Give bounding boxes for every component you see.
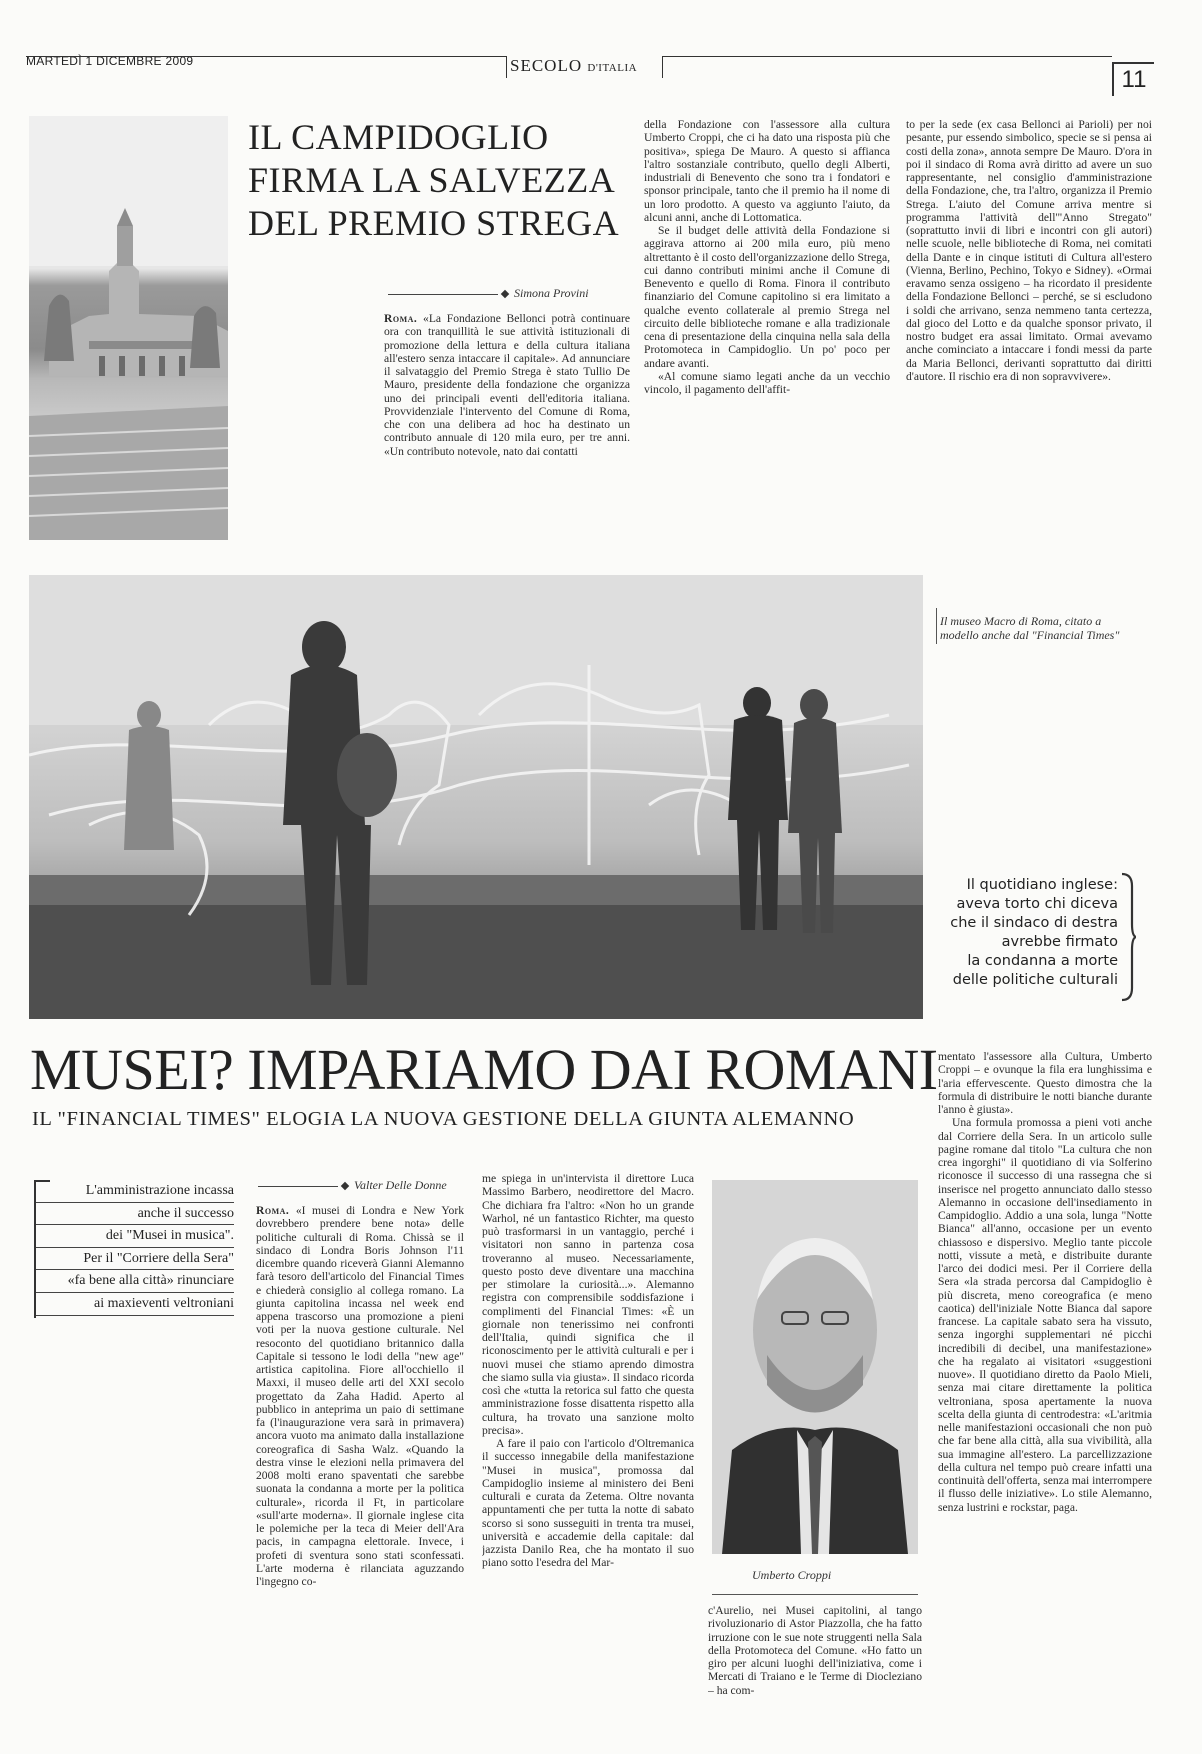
umberto-croppi-portrait	[712, 1180, 918, 1554]
masthead-name: SECOLO	[510, 56, 583, 75]
article1-col2-para-3: «Al comune siamo legati anche da un vecchio vincolo, il pagamento dell'affit-	[644, 369, 890, 396]
masthead-suffix: D'ITALIA	[587, 62, 638, 74]
article1-col3-text: to per la sede (ex casa Bellonci ai Parioli) per noi pesante, pur essendo simbolico, specie se si pensa ai costi della zona», annota sempre De Mauro. D'ora in poi il sindaco di Roma avrà diritto ad avere un suo rappresentante, nel consiglio d'amministrazione della Fondazione, che, tra l'altro, organizza il Premio Strega. L'aiuto del Comune arriva mentre si programma l'attività dell'"Anno Stregato" (soprattutto invii di libri e incontri con gli autori) nelle scuole, nelle biblioteche di Roma, nei comitati della Dante e in cinque istituti di Cultura all'estero (Vienna, Berlino, Pechino, Tokyo e Sidney). «Ormai eravamo senza ossigeno – ha ricordato il presidente della Fondazione Bellonci – perché, se si escludono i soldi che arrivano, senza nemmeno tanta certezza, dal gioco del Lotto e da qualche sponsor privato, il nostro budget era assai limitato. Ormai avevamo anche cominciato a intaccare i fondi messi da parte da Maria Bellonci, derivanti soprattutto dai diritti d'autore. Il rischio era di non sopravvivere».	[906, 118, 1152, 383]
pull-quote-line-1: Il quotidiano inglese:	[966, 877, 1118, 893]
article1-col2-para-2: Se il budget delle attività della Fondazione si aggirava attorno ai 200 mila euro, più meno altrettanto è il costo dell'organizzazione dello Strega, cui danno contributi minimi anche il Comune di Benevento e quello di Roma. Finora il contributo finanziario del Comune capitolino si era limitato a qualche evento collaterale al premio Strega nel circuito delle biblioteche romane e alla tradizionale cena di presentazione della cinquina nella sala della Protomoteca in Campidoglio. Un po' poco per andare avanti.	[644, 224, 890, 370]
article2-summary	[36, 1180, 234, 1316]
article2-lead-word: Roma.	[256, 1204, 290, 1217]
byline2-diamond-icon	[341, 1182, 349, 1190]
article2-column-1	[256, 1204, 464, 1744]
caption-rule	[936, 608, 937, 644]
article1-col1-text: «La Fondazione Bellonci potrà continuare ora con tranquillità le sue attività istituzionali di promozione della lettura e della cultura italiana all'estero senza intaccare il capitale». Ad annunciare il salvataggio del Premio Strega è stato Tullio De Mauro, presidente della fondazione che organizza uno dei principali eventi dell'editoria italiana. Provvidenziale l'intervento del Comune di Roma, che con una delibera ad hoc ha destinato un contributo annuale di 120 mila euro, per tre anni. «Un contributo notevole, nato dai contatti	[384, 312, 630, 458]
article1-column-3	[906, 118, 1152, 538]
article2-column-3	[708, 1604, 922, 1744]
article2-column-4	[938, 1050, 1152, 1744]
article1-headline-line-1: IL CAMPIDOGLIO	[248, 117, 549, 157]
campidoglio-photo	[29, 116, 228, 540]
byline-rule	[388, 294, 498, 295]
header-rule-left	[26, 56, 506, 57]
header-divider-right	[662, 56, 663, 78]
article2-col2-para-1: me spiega in un'intervista il direttore Luca Massimo Barbero, neodirettore del Macro. Che dichiara fra l'altro: «Non ho un grande Warhol, né un fantastico Richter, ma questo può trasformarsi in un vantaggio, perché i visitatori non sanno in partenza cosa troveranno al museo. Necessariamente, questo posto deve diventare una macchina per stimolare la curiosità...». Alemanno registra con comprensibile soddisfazione i complimenti del Financial Times: «È un giornale non tenerissimo nei confronti dell'Italia, quindi significa che il riconoscimento per le attività culturali e per i nuovi musei che stiamo aprendo dimostra che siamo sulla via giusta». Il sindaco ricorda così che «tutta la retorica sul fatto che questa amministrazione fosse disattenta rispetto alla cultura, ha trovato una sanzione molto precisa».	[482, 1172, 694, 1437]
pull-quote-line-5: la condanna a morte	[967, 953, 1118, 969]
pull-quote-line-2: aveva torto chi diceva	[956, 896, 1118, 912]
portrait-caption: Umberto Croppi	[752, 1568, 832, 1582]
summary-line-1: L'amministrazione incassa	[36, 1180, 234, 1203]
header-divider	[506, 56, 507, 78]
summary-line-6: ai maxieventi veltroniani	[36, 1293, 234, 1316]
article1-column-1	[384, 312, 630, 538]
article2-column-2	[482, 1172, 694, 1744]
article2-col4-para-2: Una formula promossa a pieni voti anche dal Corriere della Sera. In un articolo sulle pagine romane dal titolo "La cultura che non crea ingorghi" il quotidiano di via Solferino riconosce il successo di una rassegna che si inserisce nel progetto annunciato dallo stesso Alemanno in occasione dell'insediamento in Campidoglio. Addio a una sola, lunga "Notte Bianca" all'anno, occasione per un evento chiassoso e dispersivo. Meglio tante piccole notti, vissute a metà, e distribuite durante l'arco dei dodici mesi. Per il Corriere della Sera «la strada percorsa dal Campidoglio è più discreta, meno coreografica (e meno caotica) dell'iniziale Notte Bianca dal sapore francese. La capitale sabato sera ha vissuto, senza ingorghi supplementari né picchi incredibili di decibel, una manifestazione» che ha regalato ai visitatori «suggestioni nuove». Il quotidiano diretto da Paolo Mieli, senza mai citare direttamente la politica veltroniana, sposa apertamente la nuova scelta della giunta di centrodestra: «L'aritmia nelle manifestazioni occasionali che non può che far bene alla città, alla sua vivibilità, alla sua immagine all'estero. La parcellizzazione della cultura nel tempo può creare infatti una continuità dell'offerta, senza mai interrompere il flusso delle iniziative». Lo stile Alemanno, senza lustrini e rockstar, paga.	[938, 1116, 1152, 1514]
article2-col4-para-1: mentato l'assessore alla Cultura, Umberto Croppi – e ovunque la fila era lunghissima e l'aria effervescente. Questo dimostra che la formula di distribuire le notti bianche durante l'anno è giusta».	[938, 1050, 1152, 1116]
pull-quote	[900, 876, 1118, 990]
article1-headline	[248, 116, 628, 245]
article1-col2-para-1: della Fondazione con l'assessore alla cultura Umberto Croppi, che ci ha dato una risposta più che positiva», spiega De Mauro. A questo si affianca l'altro sostanziale contributo, quello degli Alberti, industriali di Benevento che sono tra i fondatori e sponsor principale, tanto che il premio ha il nome di un loro prodotto. A questo va aggiunto l'aiuto, da alcuni anni, anche di Lottomatica.	[644, 118, 890, 224]
issue-date: MARTEDÌ 1 DICEMBRE 2009	[26, 54, 194, 68]
page-number: 11	[1112, 62, 1154, 96]
article2-subheadline: IL "FINANCIAL TIMES" ELOGIA LA NUOVA GESTIONE DELLA GIUNTA ALEMANNO	[32, 1108, 855, 1130]
article1-lead-word: Roma.	[384, 312, 418, 325]
article1-column-2	[644, 118, 890, 538]
museum-photo-caption: Il museo Macro di Roma, citato a modello anche dal "Financial Times"	[940, 614, 1120, 642]
article2-author: Valter Delle Donne	[354, 1178, 447, 1192]
article1-headline-line-2: FIRMA LA SALVEZZA	[248, 160, 616, 200]
header-rule-right	[662, 56, 1112, 57]
pull-quote-line-4: avrebbe firmato	[1001, 934, 1118, 950]
byline2-rule	[258, 1186, 338, 1187]
article2-headline: MUSEI? IMPARIAMO DAI ROMANI	[30, 1037, 938, 1102]
pull-quote-line-3: che il sindaco di destra	[950, 915, 1118, 931]
article2-col1-text: «I musei di Londra e New York dovrebbero prendere bene nota» delle politiche culturali di Roma. Chissà se il sindaco di Londra Boris Johnson l'11 dicembre quando riceverà Gianni Alemanno farà tesoro dell'articolo del Financial Times e chiederà consiglio al collega romano. La giunta capitolina incassa nel week end appena trascorso una promozione a pieni voti per la nuova gestione culturale. Nel resoconto del quotidiano britannico dalla Capitale si tessono le lodi della "new age" artistica capitolina. Fiore all'occhiello il Maxxi, il museo delle arti del XXI secolo progettato da Zaha Hadid. Aperto al pubblico in anteprima un paio di settimane fa (l'inaugurazione vera sarà in primavera) ancora vuoto ma animato dalla installazione coreografica di Sasha Walz. «Quando la destra vinse le elezioni nella primavera del 2008 molti erano spaventati che sarebbe suonata la condanna a morte per la politica culturale», ricorda il Ft, in particolare «sull'arte moderna». Il giornale inglese cita le polemiche per la teca di Meier dell'Ara pacis, in campagna elettorale. Invece, i profeti di sventura sono stati sconfessati. L'arte moderna è rilanciata aguzzando l'ingegno co-	[256, 1204, 464, 1588]
article2-col2-para-2: A fare il paio con l'articolo d'Oltremanica il successo innegabile della manifestazione "Musei in musica", promossa dal Campidoglio insieme al ministero dei Beni culturali e curata da Zetema. Oltre novanta appuntamenti che per tutta la notte di sabato scorso si sono susseguiti in trenta tra musei, università e accademie della capitale: dal jazzista Danilo Rea, che ha montato il suo piano sotto l'esedra del Mar-	[482, 1437, 694, 1570]
closing-brace-icon	[1120, 872, 1136, 1002]
article2-byline	[258, 1178, 447, 1193]
article1-headline-line-3: DEL PREMIO STREGA	[248, 203, 620, 243]
summary-line-5: «fa bene alla città» rinunciare	[36, 1270, 234, 1293]
article1-author: Simona Provini	[514, 286, 589, 300]
portrait-caption-box	[712, 1560, 918, 1595]
museum-macro-photo	[29, 575, 923, 1019]
article2-col3-text: c'Aurelio, nei Musei capitolini, al tango rivoluzionario di Astor Piazzolla, che ha fatto irruzione con le sue note struggenti nella Sala della Protomoteca del Comune. «Ho fatto un giro per alcuni luoghi dell'iniziativa, come i Mercati di Traiano e le Terme di Diocleziano – ha com-	[708, 1604, 922, 1697]
byline-diamond-icon	[501, 290, 509, 298]
summary-line-2: anche il successo	[36, 1203, 234, 1226]
pull-quote-line-6: delle politiche culturali	[952, 972, 1118, 988]
summary-line-4: Per il "Corriere della Sera"	[36, 1248, 234, 1271]
summary-line-3: dei "Musei in musica".	[36, 1225, 234, 1248]
article1-byline	[388, 286, 589, 301]
newspaper-masthead	[510, 56, 637, 76]
summary-bracket	[34, 1180, 50, 1318]
